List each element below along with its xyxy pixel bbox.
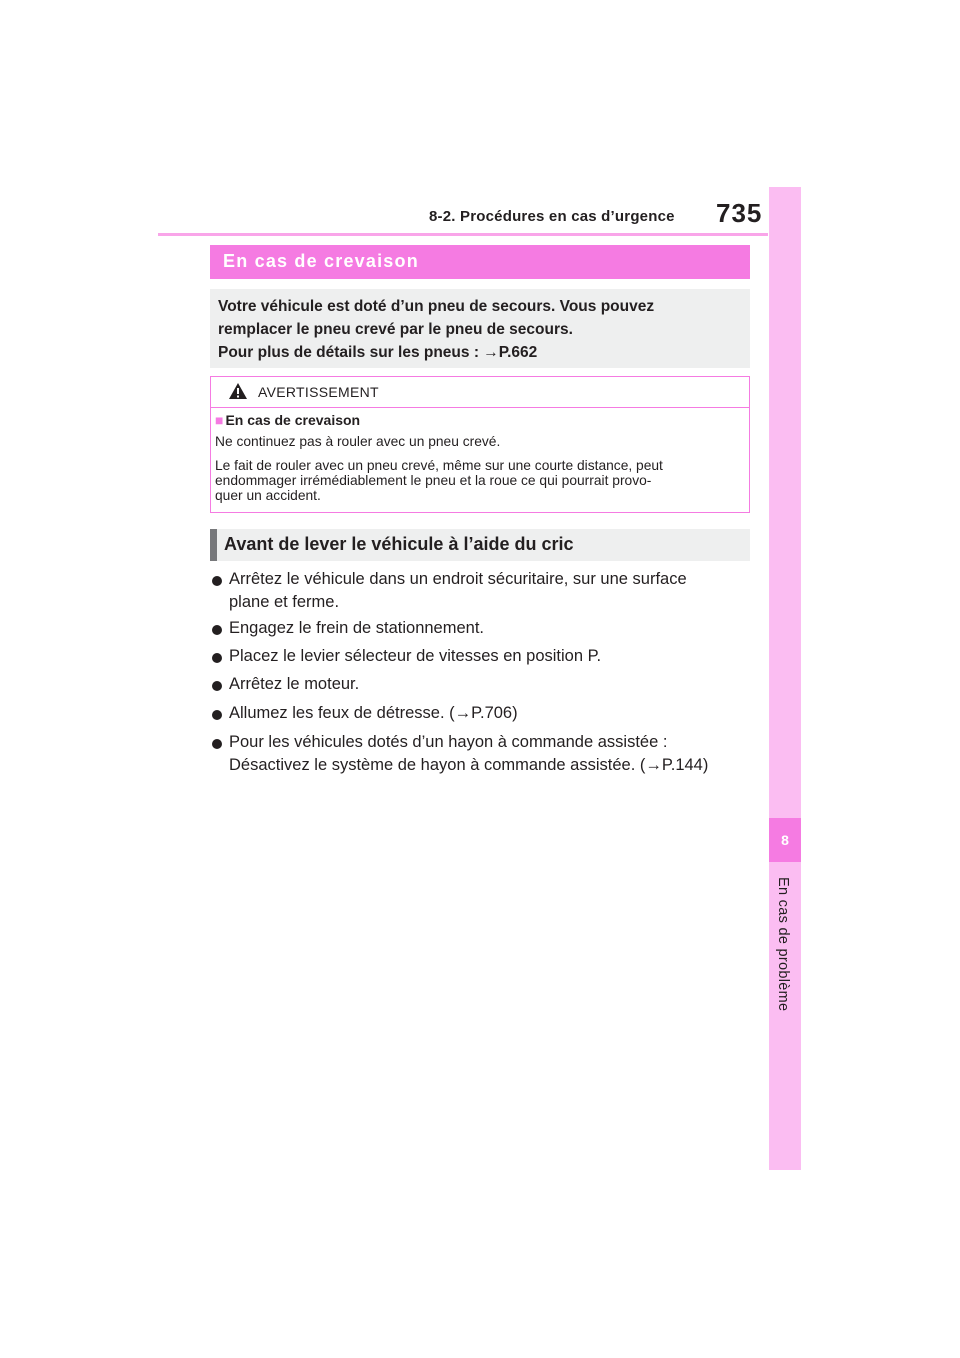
- warning-box: [210, 376, 750, 513]
- bullet-dot-icon: [212, 576, 222, 586]
- warning-subtitle-text: En cas de crevaison: [225, 412, 361, 428]
- subsection-accent: [210, 529, 217, 561]
- list-item-text: plane et ferme.: [229, 593, 340, 611]
- section-title: En cas de crevaison: [223, 251, 419, 271]
- bullet-dot-icon: [212, 710, 222, 720]
- list-item-text: Allumez les feux de détresse. (→P.706): [229, 704, 518, 722]
- page-number: 735: [716, 198, 763, 228]
- subsection-title: Avant de lever le véhicule à l’aide du cric: [224, 534, 574, 554]
- list-item-text: Arrêtez le moteur.: [229, 675, 360, 693]
- list-item-text: Placez le levier sélecteur de vitesses en position P.: [229, 647, 602, 665]
- warning-title: AVERTISSEMENT: [258, 384, 379, 400]
- intro-line: Votre véhicule est doté d’un pneu de secours. Vous pouvez: [218, 298, 655, 315]
- header-divider: [158, 233, 768, 236]
- bullet-dot-icon: [212, 653, 222, 663]
- bullet-dot-icon: [212, 739, 222, 749]
- chapter-number-badge: 8: [769, 818, 801, 862]
- intro-line: remplacer le pneu crevé par le pneu de secours.: [218, 321, 573, 338]
- list-item-text: Pour les véhicules dotés d’un hayon à commande assistée :: [229, 733, 668, 751]
- bullet-dot-icon: [212, 625, 222, 635]
- warning-text-line: endommager irrémédiablement le pneu et la roue ce qui pourrait provo-: [215, 473, 652, 488]
- chapter-label: En cas de problème: [775, 877, 791, 1012]
- chapter-heading: 8-2. Procédures en cas d’urgence: [429, 208, 675, 225]
- subsection-title-bar: [210, 529, 750, 561]
- warning-header: [211, 377, 749, 408]
- square-bullet-icon: ■: [215, 412, 224, 428]
- warning-triangle-icon: [228, 382, 248, 400]
- chapter-side-tab: [769, 187, 801, 1170]
- warning-text-line: Ne continuez pas à rouler avec un pneu crevé.: [215, 434, 501, 449]
- bullet-dot-icon: [212, 681, 222, 691]
- intro-box: [210, 289, 750, 368]
- warning-subtitle: [215, 412, 360, 428]
- intro-line: Pour plus de détails sur les pneus : →P.662: [218, 344, 538, 361]
- warning-text-line: Le fait de rouler avec un pneu crevé, même sur une courte distance, peut: [215, 458, 663, 473]
- section-title-bar: [210, 245, 750, 279]
- warning-text-line: quer un accident.: [215, 488, 321, 503]
- list-item-text: Arrêtez le véhicule dans un endroit sécuritaire, sur une surface: [229, 570, 687, 588]
- list-item-text: Désactivez le système de hayon à commande assistée. (→P.144): [229, 756, 709, 774]
- list-item-text: Engagez le frein de stationnement.: [229, 619, 485, 637]
